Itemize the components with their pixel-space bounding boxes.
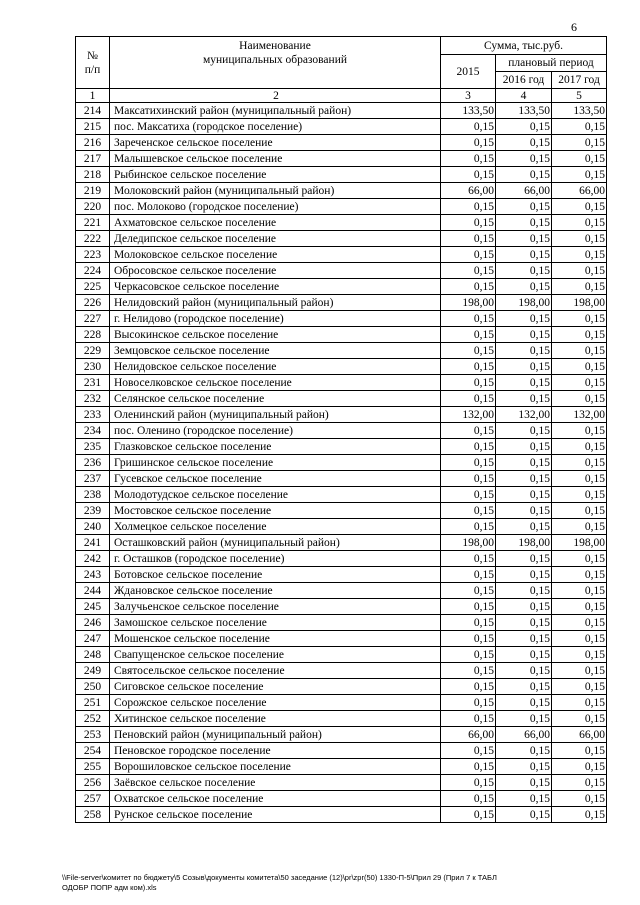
value-2015: 0,15 [441,647,496,663]
municipality-name: Сорожское сельское поселение [110,695,441,711]
value-2016: 0,15 [496,375,552,391]
row-number: 251 [76,695,110,711]
value-2016: 0,15 [496,759,552,775]
value-2015: 0,15 [441,231,496,247]
municipality-name: Рунское сельское поселение [110,807,441,823]
value-2015: 0,15 [441,135,496,151]
value-2015: 0,15 [441,439,496,455]
row-number: 257 [76,791,110,807]
value-2016: 0,15 [496,215,552,231]
row-number: 226 [76,295,110,311]
municipality-name: Нелидовское сельское поселение [110,359,441,375]
header-number [76,37,110,89]
table-row [76,551,607,567]
municipality-name: Свапущенское сельское поселение [110,647,441,663]
municipality-name: Замошское сельское поселение [110,615,441,631]
table-row [76,455,607,471]
municipality-name: Деледипское сельское поселение [110,231,441,247]
value-2017: 0,15 [552,551,607,567]
value-2015: 0,15 [441,423,496,439]
municipality-name: Осташковский район (муниципальный район) [110,535,441,551]
value-2015: 0,15 [441,215,496,231]
value-2015: 0,15 [441,359,496,375]
value-2016: 0,15 [496,647,552,663]
municipality-name: Молодотудское сельское поселение [110,487,441,503]
value-2015: 0,15 [441,375,496,391]
row-number: 240 [76,519,110,535]
value-2016: 0,15 [496,247,552,263]
table-row [76,231,607,247]
value-2015: 0,15 [441,807,496,823]
header-year-2015: 2015 [441,55,496,89]
value-2017: 0,15 [552,791,607,807]
value-2017: 0,15 [552,327,607,343]
value-2016: 0,15 [496,151,552,167]
table-row [76,375,607,391]
table-row [76,471,607,487]
row-number: 216 [76,135,110,151]
value-2017: 0,15 [552,279,607,295]
value-2017: 0,15 [552,487,607,503]
value-2016: 0,15 [496,423,552,439]
value-2015: 0,15 [441,263,496,279]
row-number: 241 [76,535,110,551]
municipality-name: Ботовское сельское поселение [110,567,441,583]
value-2017: 66,00 [552,183,607,199]
row-number: 239 [76,503,110,519]
municipality-name: Ждановское сельское поселение [110,583,441,599]
table-row [76,439,607,455]
municipality-name: Святосельское сельское поселение [110,663,441,679]
value-2016: 0,15 [496,551,552,567]
table-row [76,263,607,279]
budget-table [75,36,607,823]
table-row [76,695,607,711]
row-number: 245 [76,599,110,615]
table-row [76,759,607,775]
value-2015: 0,15 [441,455,496,471]
value-2015: 0,15 [441,743,496,759]
value-2016: 0,15 [496,583,552,599]
municipality-name: Холмецкое сельское поселение [110,519,441,535]
value-2015: 198,00 [441,535,496,551]
value-2016: 0,15 [496,615,552,631]
value-2017: 66,00 [552,727,607,743]
value-2016: 0,15 [496,343,552,359]
header-name-line1: Наименование [239,40,311,52]
value-2016: 0,15 [496,167,552,183]
value-2016: 0,15 [496,391,552,407]
value-2017: 198,00 [552,535,607,551]
municipality-name: пос. Максатиха (городское поселение) [110,119,441,135]
row-number: 254 [76,743,110,759]
value-2015: 0,15 [441,151,496,167]
row-number: 252 [76,711,110,727]
column-number: 3 [441,89,496,103]
table-row [76,583,607,599]
value-2017: 0,15 [552,311,607,327]
row-number: 238 [76,487,110,503]
value-2015: 0,15 [441,679,496,695]
row-number: 214 [76,103,110,119]
value-2016: 0,15 [496,775,552,791]
row-number: 222 [76,231,110,247]
value-2016: 0,15 [496,791,552,807]
value-2017: 0,15 [552,119,607,135]
table-row [76,119,607,135]
value-2015: 0,15 [441,119,496,135]
row-number: 255 [76,759,110,775]
municipality-name: Пеновское городское поселение [110,743,441,759]
row-number: 221 [76,215,110,231]
value-2016: 0,15 [496,455,552,471]
row-number: 250 [76,679,110,695]
value-2015: 0,15 [441,567,496,583]
row-number: 248 [76,647,110,663]
row-number: 235 [76,439,110,455]
value-2015: 0,15 [441,695,496,711]
municipality-name: Залучьенское сельское поселение [110,599,441,615]
value-2016: 0,15 [496,807,552,823]
row-number: 249 [76,663,110,679]
table-row [76,503,607,519]
value-2015: 0,15 [441,391,496,407]
table-row [76,423,607,439]
value-2017: 0,15 [552,615,607,631]
value-2017: 0,15 [552,343,607,359]
value-2016: 0,15 [496,695,552,711]
municipality-name: Ахматовское сельское поселение [110,215,441,231]
value-2015: 0,15 [441,327,496,343]
municipality-name: Молоковское сельское поселение [110,247,441,263]
table-row [76,663,607,679]
value-2017: 0,15 [552,135,607,151]
municipality-name: пос. Молоково (городское поселение) [110,199,441,215]
table-row [76,311,607,327]
municipality-name: Высокинское сельское поселение [110,327,441,343]
value-2015: 0,15 [441,599,496,615]
value-2017: 0,15 [552,519,607,535]
row-number: 233 [76,407,110,423]
value-2017: 0,15 [552,151,607,167]
municipality-name: Рыбинское сельское поселение [110,167,441,183]
value-2017: 0,15 [552,471,607,487]
table-row [76,487,607,503]
value-2017: 0,15 [552,423,607,439]
value-2017: 0,15 [552,599,607,615]
row-number: 217 [76,151,110,167]
value-2016: 0,15 [496,199,552,215]
municipality-name: Глазковское сельское поселение [110,439,441,455]
value-2015: 0,15 [441,503,496,519]
municipality-name: Земцовское сельское поселение [110,343,441,359]
value-2015: 0,15 [441,343,496,359]
table-row [76,631,607,647]
municipality-name: Обросовское сельское поселение [110,263,441,279]
municipality-name: Хитинское сельское поселение [110,711,441,727]
value-2017: 132,00 [552,407,607,423]
municipality-name: г. Нелидово (городское поселение) [110,311,441,327]
value-2016: 133,50 [496,103,552,119]
table-row [76,359,607,375]
table-row [76,199,607,215]
value-2016: 0,15 [496,279,552,295]
row-number: 236 [76,455,110,471]
column-number: 5 [552,89,607,103]
value-2017: 198,00 [552,295,607,311]
value-2015: 0,15 [441,583,496,599]
value-2016: 0,15 [496,135,552,151]
value-2015: 0,15 [441,791,496,807]
municipality-name: Гришинское сельское поселение [110,455,441,471]
table-row [76,295,607,311]
municipality-name: Новоселковское сельское поселение [110,375,441,391]
row-number: 224 [76,263,110,279]
value-2017: 0,15 [552,247,607,263]
value-2017: 0,15 [552,807,607,823]
header-name-line2: муниципальных образований [202,54,348,66]
table-row [76,567,607,583]
table-row [76,103,607,119]
table-row [76,743,607,759]
row-number: 247 [76,631,110,647]
row-number: 215 [76,119,110,135]
table-row [76,135,607,151]
table-row [76,615,607,631]
value-2017: 0,15 [552,375,607,391]
value-2017: 0,15 [552,663,607,679]
value-2015: 0,15 [441,247,496,263]
table-row [76,727,607,743]
value-2016: 0,15 [496,599,552,615]
row-number: 234 [76,423,110,439]
value-2017: 0,15 [552,359,607,375]
value-2017: 0,15 [552,503,607,519]
value-2015: 0,15 [441,519,496,535]
header-planned-period: плановый период [496,55,607,72]
table-row [76,391,607,407]
row-number: 230 [76,359,110,375]
table-row [76,519,607,535]
table-row [76,279,607,295]
table-row [76,791,607,807]
municipality-name: Малышевское сельское поселение [110,151,441,167]
municipality-name: Ворошиловское сельское поселение [110,759,441,775]
table-row [76,183,607,199]
row-number: 256 [76,775,110,791]
value-2017: 0,15 [552,199,607,215]
value-2016: 0,15 [496,311,552,327]
table-body [76,103,607,823]
value-2015: 0,15 [441,615,496,631]
value-2016: 198,00 [496,295,552,311]
table-row [76,535,607,551]
value-2015: 0,15 [441,663,496,679]
value-2017: 0,15 [552,759,607,775]
table-row [76,215,607,231]
row-number: 228 [76,327,110,343]
file-path-footer [62,873,497,893]
value-2016: 0,15 [496,359,552,375]
column-number: 1 [76,89,110,103]
table-row [76,599,607,615]
municipality-name: Черкасовское сельское поселение [110,279,441,295]
value-2015: 0,15 [441,167,496,183]
table-row [76,679,607,695]
value-2015: 0,15 [441,631,496,647]
table-row [76,647,607,663]
value-2015: 0,15 [441,711,496,727]
value-2016: 0,15 [496,119,552,135]
value-2016: 0,15 [496,711,552,727]
column-numbers-row [76,89,607,103]
row-number: 218 [76,167,110,183]
value-2017: 0,15 [552,679,607,695]
row-number: 223 [76,247,110,263]
municipality-name: Селянское сельское поселение [110,391,441,407]
table-row [76,151,607,167]
value-2016: 198,00 [496,535,552,551]
municipality-name: Охватское сельское поселение [110,791,441,807]
value-2017: 133,50 [552,103,607,119]
value-2016: 66,00 [496,183,552,199]
value-2015: 66,00 [441,183,496,199]
value-2016: 0,15 [496,439,552,455]
municipality-name: Пеновский район (муниципальный район) [110,727,441,743]
row-number: 225 [76,279,110,295]
municipality-name: Заёвское сельское поселение [110,775,441,791]
value-2017: 0,15 [552,391,607,407]
value-2015: 133,50 [441,103,496,119]
value-2015: 66,00 [441,727,496,743]
value-2017: 0,15 [552,215,607,231]
value-2015: 0,15 [441,471,496,487]
row-number: 229 [76,343,110,359]
header-sum: Сумма, тыс.руб. [441,37,607,55]
value-2017: 0,15 [552,695,607,711]
value-2016: 66,00 [496,727,552,743]
value-2017: 0,15 [552,263,607,279]
municipality-name: Нелидовский район (муниципальный район) [110,295,441,311]
value-2016: 0,15 [496,519,552,535]
value-2017: 0,15 [552,583,607,599]
page-number: 6 [571,20,577,34]
value-2016: 0,15 [496,679,552,695]
municipality-name: Мошенское сельское поселение [110,631,441,647]
table-row [76,167,607,183]
value-2016: 0,15 [496,743,552,759]
file-path-line2: ОДОБР ПОПР адм ком).xls [62,883,157,892]
value-2016: 0,15 [496,631,552,647]
header-year-2017: 2017 год [552,72,607,89]
table-row [76,247,607,263]
value-2017: 0,15 [552,439,607,455]
header-name [110,37,441,89]
row-number: 253 [76,727,110,743]
file-path-line1: \\File-server\комитет по бюджету\5 Созыв\документы комитета\50 заседание (12)\pr\zpr(50) 1330-П-5\Прил 29 (Прил 7 к ТАБЛ [62,873,497,882]
value-2017: 0,15 [552,567,607,583]
value-2015: 0,15 [441,311,496,327]
municipality-name: Оленинский район (муниципальный район) [110,407,441,423]
header-number-line1: № [87,49,98,62]
value-2015: 0,15 [441,551,496,567]
municipality-name: Максатихинский район (муниципальный район) [110,103,441,119]
column-number: 4 [496,89,552,103]
value-2016: 132,00 [496,407,552,423]
header-year-2016: 2016 год [496,72,552,89]
value-2016: 0,15 [496,663,552,679]
value-2016: 0,15 [496,263,552,279]
value-2016: 0,15 [496,503,552,519]
value-2015: 132,00 [441,407,496,423]
value-2015: 0,15 [441,279,496,295]
value-2015: 0,15 [441,199,496,215]
row-number: 232 [76,391,110,407]
row-number: 242 [76,551,110,567]
header-number-line2: п/п [84,63,101,76]
row-number: 258 [76,807,110,823]
value-2017: 0,15 [552,231,607,247]
value-2016: 0,15 [496,487,552,503]
row-number: 227 [76,311,110,327]
municipality-name: пос. Оленино (городское поселение) [110,423,441,439]
value-2015: 198,00 [441,295,496,311]
value-2016: 0,15 [496,471,552,487]
table-row [76,327,607,343]
value-2015: 0,15 [441,487,496,503]
value-2016: 0,15 [496,327,552,343]
row-number: 246 [76,615,110,631]
row-number: 231 [76,375,110,391]
municipality-name: Гусевское сельское поселение [110,471,441,487]
value-2017: 0,15 [552,711,607,727]
value-2016: 0,15 [496,567,552,583]
row-number: 243 [76,567,110,583]
value-2015: 0,15 [441,775,496,791]
municipality-name: Сиговское сельское поселение [110,679,441,695]
value-2017: 0,15 [552,455,607,471]
table-row [76,775,607,791]
column-number: 2 [110,89,441,103]
value-2017: 0,15 [552,167,607,183]
municipality-name: Мостовское сельское поселение [110,503,441,519]
municipality-name: Зареченское сельское поселение [110,135,441,151]
table-row [76,711,607,727]
value-2017: 0,15 [552,775,607,791]
row-number: 244 [76,583,110,599]
row-number: 220 [76,199,110,215]
value-2015: 0,15 [441,759,496,775]
row-number: 219 [76,183,110,199]
table-row [76,343,607,359]
municipality-name: Молоковский район (муниципальный район) [110,183,441,199]
row-number: 237 [76,471,110,487]
table-row [76,407,607,423]
value-2017: 0,15 [552,743,607,759]
value-2017: 0,15 [552,647,607,663]
value-2017: 0,15 [552,631,607,647]
municipality-name: г. Осташков (городское поселение) [110,551,441,567]
value-2016: 0,15 [496,231,552,247]
table-row [76,807,607,823]
